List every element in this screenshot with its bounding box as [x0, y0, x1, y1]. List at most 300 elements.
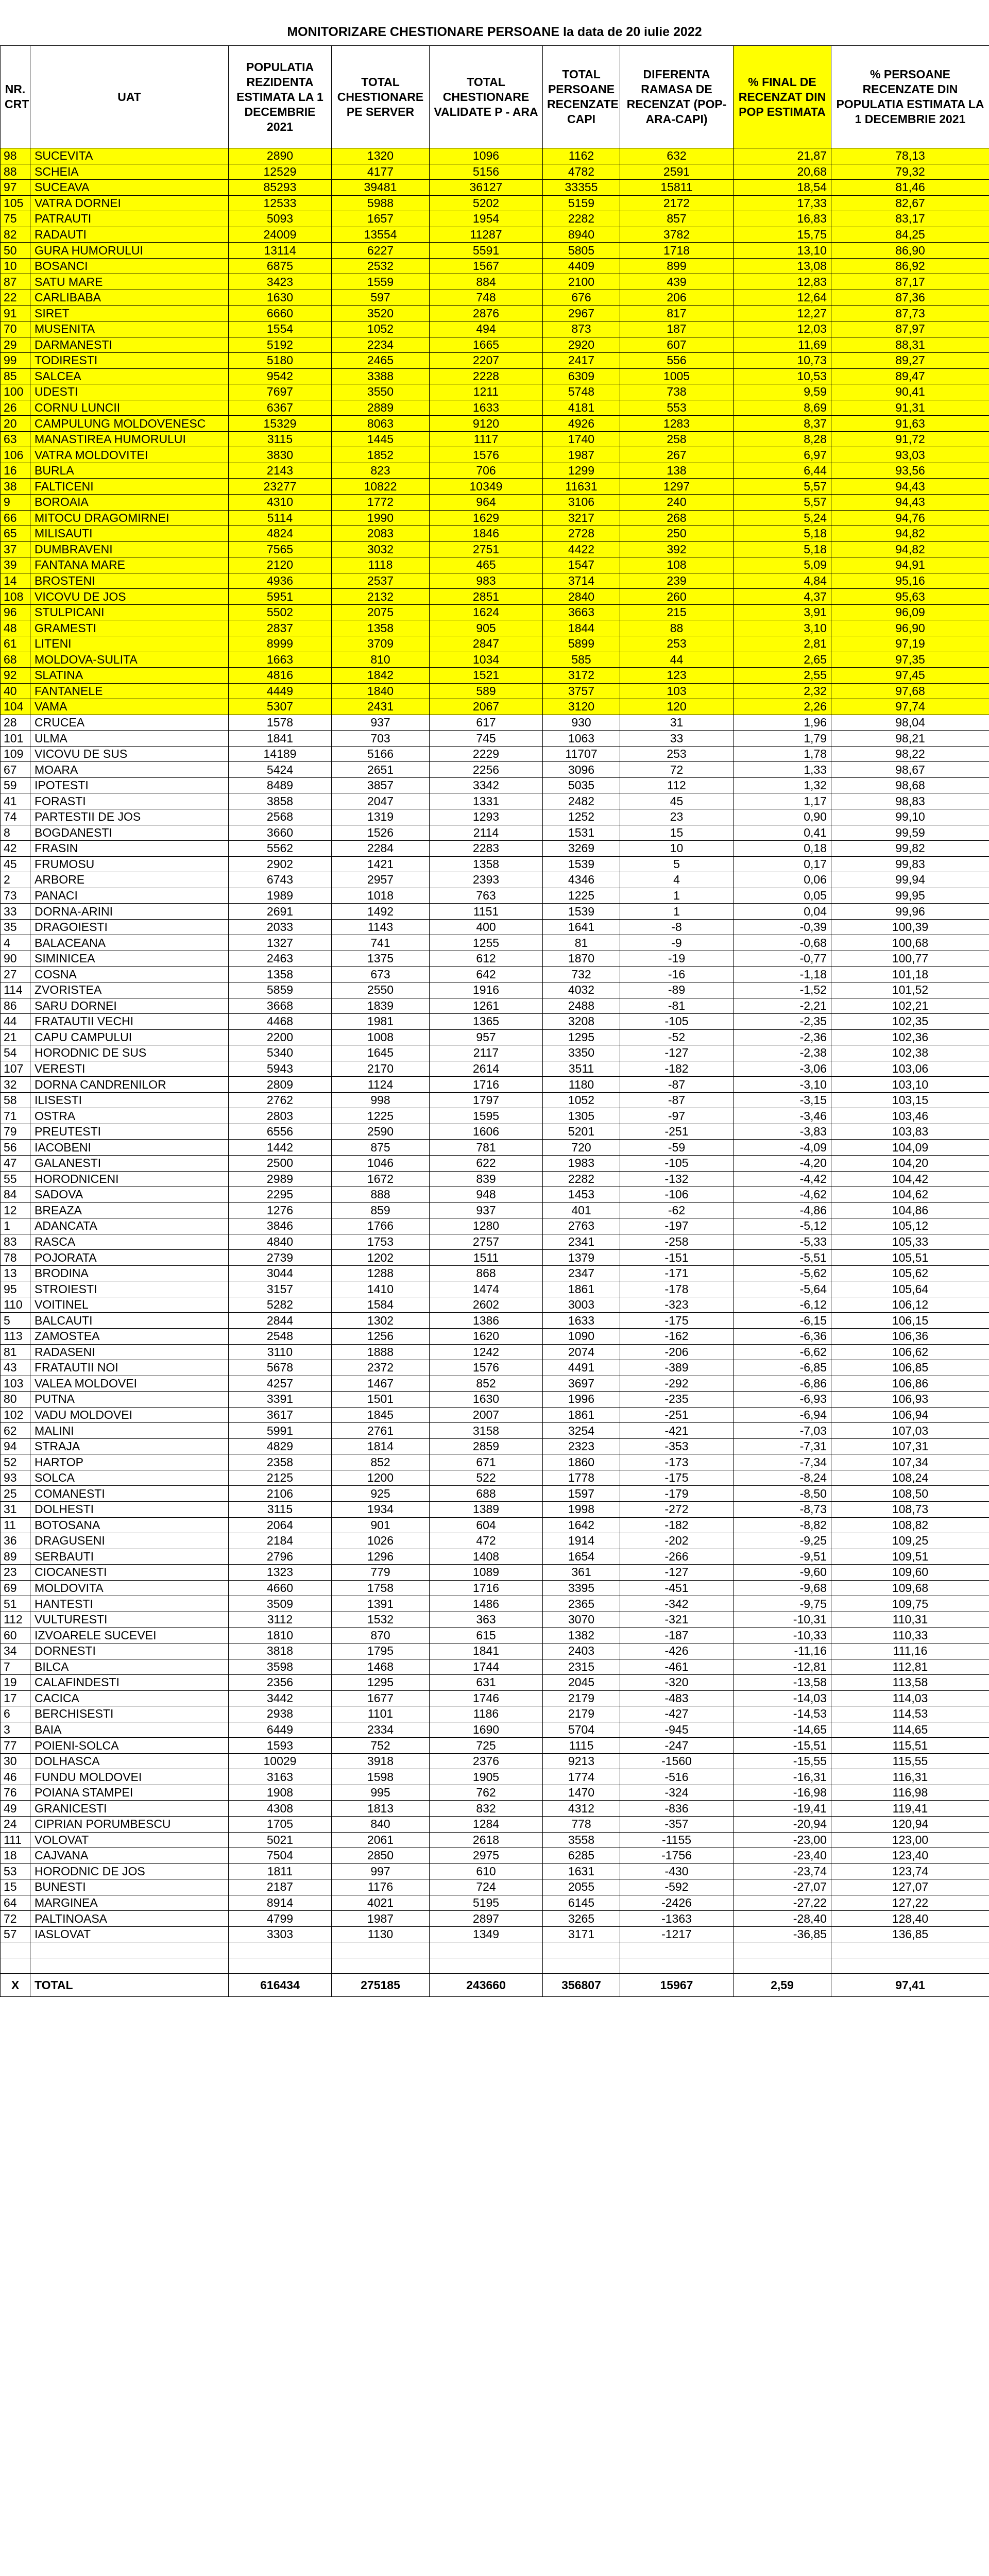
row-validated: 2859: [430, 1438, 543, 1454]
row-nr: 26: [1, 400, 30, 416]
row-server: 1468: [332, 1659, 430, 1675]
row-difference: 44: [620, 652, 734, 668]
row-enumerated-percent: 120,94: [831, 1816, 989, 1832]
row-nr: 98: [1, 148, 30, 164]
row-final-percent: -9,51: [734, 1549, 831, 1565]
row-nr: 73: [1, 888, 30, 904]
row-capi: 1996: [543, 1392, 620, 1408]
row-final-percent: 1,96: [734, 715, 831, 731]
row-validated: 1331: [430, 793, 543, 809]
row-nr: 6: [1, 1706, 30, 1722]
row-uat: BALACEANA: [30, 935, 229, 951]
row-uat: MOLDOVA-SULITA: [30, 652, 229, 668]
row-population: 6875: [229, 258, 332, 274]
row-enumerated-percent: 99,82: [831, 841, 989, 857]
row-difference: -2426: [620, 1895, 734, 1911]
row-capi: 2315: [543, 1659, 620, 1675]
row-validated: 1389: [430, 1502, 543, 1518]
empty-cell: [1, 1958, 30, 1974]
row-server: 1391: [332, 1596, 430, 1612]
row-enumerated-percent: 88,31: [831, 337, 989, 353]
row-nr: 60: [1, 1628, 30, 1643]
row-population: 5192: [229, 337, 332, 353]
row-difference: -1155: [620, 1832, 734, 1848]
row-server: 3388: [332, 368, 430, 384]
row-server: 1852: [332, 447, 430, 463]
row-validated: 852: [430, 1376, 543, 1392]
row-nr: 74: [1, 809, 30, 825]
header-final-percent: % FINAL DE RECENZAT DIN POP ESTIMATA: [734, 46, 831, 148]
row-population: 2568: [229, 809, 332, 825]
row-server: 1445: [332, 431, 430, 447]
row-enumerated-percent: 105,64: [831, 1281, 989, 1297]
table-row: [1, 148, 989, 164]
row-nr: 19: [1, 1675, 30, 1691]
row-final-percent: 0,17: [734, 856, 831, 872]
row-nr: 111: [1, 1832, 30, 1848]
row-validated: 1474: [430, 1281, 543, 1297]
row-uat: BAIA: [30, 1722, 229, 1738]
row-enumerated-percent: 101,52: [831, 982, 989, 998]
row-nr: 49: [1, 1801, 30, 1817]
table-row: [1, 1202, 989, 1218]
row-difference: 123: [620, 668, 734, 684]
row-validated: 1242: [430, 1344, 543, 1360]
row-nr: 54: [1, 1045, 30, 1061]
row-enumerated-percent: 97,35: [831, 652, 989, 668]
row-capi: 1299: [543, 463, 620, 479]
row-final-percent: -15,55: [734, 1753, 831, 1769]
row-final-percent: -3,46: [734, 1108, 831, 1124]
row-population: 3818: [229, 1643, 332, 1659]
row-server: 840: [332, 1816, 430, 1832]
row-population: 3112: [229, 1612, 332, 1628]
table-row: [1, 431, 989, 447]
row-population: 2691: [229, 904, 332, 920]
row-population: 2125: [229, 1470, 332, 1486]
row-final-percent: 1,33: [734, 762, 831, 778]
row-nr: 86: [1, 998, 30, 1014]
row-population: 3660: [229, 825, 332, 841]
row-capi: 2920: [543, 337, 620, 353]
row-capi: 2347: [543, 1265, 620, 1281]
row-enumerated-percent: 109,60: [831, 1565, 989, 1581]
row-uat: BRODINA: [30, 1265, 229, 1281]
row-enumerated-percent: 107,03: [831, 1423, 989, 1439]
row-server: 4021: [332, 1895, 430, 1911]
row-server: 870: [332, 1628, 430, 1643]
row-uat: FRUMOSU: [30, 856, 229, 872]
empty-cell: [543, 1958, 620, 1974]
row-difference: -836: [620, 1801, 734, 1817]
row-capi: 11631: [543, 479, 620, 495]
row-difference: 5: [620, 856, 734, 872]
row-enumerated-percent: 103,06: [831, 1061, 989, 1077]
row-uat: SIMINICEA: [30, 951, 229, 967]
row-enumerated-percent: 104,86: [831, 1202, 989, 1218]
row-final-percent: -5,62: [734, 1265, 831, 1281]
table-row: [1, 1816, 989, 1832]
row-capi: 5035: [543, 777, 620, 793]
row-validated: 1284: [430, 1816, 543, 1832]
row-difference: 1297: [620, 479, 734, 495]
row-enumerated-percent: 89,47: [831, 368, 989, 384]
row-final-percent: -27,22: [734, 1895, 831, 1911]
row-uat: MILISAUTI: [30, 526, 229, 542]
row-final-percent: -4,20: [734, 1156, 831, 1172]
row-validated: 1576: [430, 447, 543, 463]
row-capi: 732: [543, 967, 620, 982]
table-row: [1, 589, 989, 605]
row-population: 2106: [229, 1486, 332, 1502]
table-row: [1, 1329, 989, 1345]
row-difference: -323: [620, 1297, 734, 1313]
row-server: 1467: [332, 1376, 430, 1392]
row-nr: 92: [1, 668, 30, 684]
total-marker: X: [1, 1974, 30, 1997]
row-population: 2938: [229, 1706, 332, 1722]
row-population: 2184: [229, 1533, 332, 1549]
row-nr: 25: [1, 1486, 30, 1502]
row-uat: CIPRIAN PORUMBESCU: [30, 1816, 229, 1832]
row-uat: FANTANELE: [30, 683, 229, 699]
row-validated: 522: [430, 1470, 543, 1486]
empty-cell: [620, 1942, 734, 1958]
row-validated: 36127: [430, 180, 543, 196]
row-difference: -81: [620, 998, 734, 1014]
row-enumerated-percent: 127,22: [831, 1895, 989, 1911]
row-validated: 1954: [430, 211, 543, 227]
row-nr: 11: [1, 1517, 30, 1533]
row-difference: 3782: [620, 227, 734, 243]
row-server: 597: [332, 290, 430, 306]
row-nr: 51: [1, 1596, 30, 1612]
row-final-percent: -5,12: [734, 1218, 831, 1234]
row-final-percent: 2,65: [734, 652, 831, 668]
row-nr: 87: [1, 274, 30, 290]
row-uat: MITOCU DRAGOMIRNEI: [30, 510, 229, 526]
row-uat: OSTRA: [30, 1108, 229, 1124]
row-enumerated-percent: 123,00: [831, 1832, 989, 1848]
row-enumerated-percent: 95,63: [831, 589, 989, 605]
row-validated: 11287: [430, 227, 543, 243]
row-final-percent: -8,82: [734, 1517, 831, 1533]
row-difference: -197: [620, 1218, 734, 1234]
row-difference: 108: [620, 557, 734, 573]
total-final-percent: 2,59: [734, 1974, 831, 1997]
row-server: 1645: [332, 1045, 430, 1061]
row-server: 810: [332, 652, 430, 668]
row-nr: 17: [1, 1690, 30, 1706]
row-uat: COSNA: [30, 967, 229, 982]
row-server: 5166: [332, 746, 430, 762]
row-population: 2803: [229, 1108, 332, 1124]
row-nr: 12: [1, 1202, 30, 1218]
row-difference: 1005: [620, 368, 734, 384]
row-uat: ARBORE: [30, 872, 229, 888]
total-difference: 15967: [620, 1974, 734, 1997]
row-validated: 1746: [430, 1690, 543, 1706]
row-capi: 1382: [543, 1628, 620, 1643]
row-capi: 2282: [543, 211, 620, 227]
header-population: POPULATIA REZIDENTA ESTIMATA LA 1 DECEMBRIE 2021: [229, 46, 332, 148]
row-enumerated-percent: 94,43: [831, 495, 989, 511]
row-population: 1705: [229, 1816, 332, 1832]
row-uat: MANASTIREA HUMORULUI: [30, 431, 229, 447]
row-uat: ILISESTI: [30, 1092, 229, 1108]
row-capi: 3096: [543, 762, 620, 778]
row-server: 1375: [332, 951, 430, 967]
row-enumerated-percent: 106,93: [831, 1392, 989, 1408]
row-final-percent: -9,25: [734, 1533, 831, 1549]
row-uat: MUSENITA: [30, 321, 229, 337]
row-capi: 1539: [543, 904, 620, 920]
row-validated: 1905: [430, 1769, 543, 1785]
row-validated: 2067: [430, 699, 543, 715]
row-enumerated-percent: 78,13: [831, 148, 989, 164]
row-difference: 267: [620, 447, 734, 463]
row-difference: -251: [620, 1124, 734, 1140]
row-nr: 9: [1, 495, 30, 511]
row-final-percent: 12,03: [734, 321, 831, 337]
table-row: [1, 1926, 989, 1942]
row-final-percent: 18,54: [734, 180, 831, 196]
row-uat: BERCHISESTI: [30, 1706, 229, 1722]
row-difference: -1363: [620, 1911, 734, 1927]
row-validated: 631: [430, 1675, 543, 1691]
row-final-percent: -0,77: [734, 951, 831, 967]
row-uat: HARTOP: [30, 1454, 229, 1470]
row-nr: 7: [1, 1659, 30, 1675]
row-capi: 2179: [543, 1690, 620, 1706]
row-nr: 76: [1, 1785, 30, 1801]
row-validated: 983: [430, 573, 543, 589]
row-nr: 66: [1, 510, 30, 526]
row-validated: 1690: [430, 1722, 543, 1738]
row-capi: 4409: [543, 258, 620, 274]
row-capi: 1844: [543, 620, 620, 636]
row-nr: 67: [1, 762, 30, 778]
table-row: [1, 1376, 989, 1392]
row-population: 3391: [229, 1392, 332, 1408]
row-server: 2590: [332, 1124, 430, 1140]
empty-row: [1, 1942, 989, 1958]
row-enumerated-percent: 98,67: [831, 762, 989, 778]
row-difference: -187: [620, 1628, 734, 1643]
empty-cell: [430, 1942, 543, 1958]
row-capi: 4491: [543, 1360, 620, 1376]
table-row: [1, 1344, 989, 1360]
row-uat: BOTOSANA: [30, 1517, 229, 1533]
row-difference: 553: [620, 400, 734, 416]
row-uat: CRUCEA: [30, 715, 229, 731]
row-capi: 1987: [543, 447, 620, 463]
row-nr: 13: [1, 1265, 30, 1281]
row-server: 1256: [332, 1329, 430, 1345]
table-row: [1, 746, 989, 762]
row-nr: 84: [1, 1187, 30, 1203]
row-validated: 832: [430, 1801, 543, 1817]
row-difference: -292: [620, 1376, 734, 1392]
row-enumerated-percent: 86,92: [831, 258, 989, 274]
row-difference: 556: [620, 353, 734, 369]
row-server: 752: [332, 1738, 430, 1754]
row-population: 5424: [229, 762, 332, 778]
row-final-percent: -23,40: [734, 1848, 831, 1864]
row-population: 5951: [229, 589, 332, 605]
table-row: [1, 510, 989, 526]
row-enumerated-percent: 108,73: [831, 1502, 989, 1518]
row-nr: 52: [1, 1454, 30, 1470]
empty-cell: [1, 1942, 30, 1958]
table-row: [1, 274, 989, 290]
row-capi: 1774: [543, 1769, 620, 1785]
table-body: [1, 148, 989, 1997]
empty-cell: [332, 1958, 430, 1974]
row-uat: PREUTESTI: [30, 1124, 229, 1140]
row-uat: MOLDOVITA: [30, 1580, 229, 1596]
row-final-percent: 1,79: [734, 731, 831, 747]
row-capi: 720: [543, 1140, 620, 1156]
row-population: 6660: [229, 306, 332, 321]
row-final-percent: -9,68: [734, 1580, 831, 1596]
row-nr: 82: [1, 227, 30, 243]
row-validated: 1630: [430, 1392, 543, 1408]
row-final-percent: 3,10: [734, 620, 831, 636]
row-validated: 622: [430, 1156, 543, 1172]
row-difference: -272: [620, 1502, 734, 1518]
row-difference: -516: [620, 1769, 734, 1785]
row-validated: 1261: [430, 998, 543, 1014]
row-population: 2033: [229, 919, 332, 935]
row-population: 2762: [229, 1092, 332, 1108]
row-population: 5562: [229, 841, 332, 857]
total-label: TOTAL: [30, 1974, 229, 1997]
row-final-percent: -23,00: [734, 1832, 831, 1848]
row-capi: 3350: [543, 1045, 620, 1061]
row-enumerated-percent: 128,40: [831, 1911, 989, 1927]
row-difference: 268: [620, 510, 734, 526]
row-capi: 1642: [543, 1517, 620, 1533]
row-final-percent: 6,97: [734, 447, 831, 463]
row-capi: 361: [543, 1565, 620, 1581]
row-capi: 1860: [543, 1454, 620, 1470]
row-population: 3423: [229, 274, 332, 290]
row-enumerated-percent: 116,31: [831, 1769, 989, 1785]
row-capi: 5704: [543, 1722, 620, 1738]
row-capi: 1090: [543, 1329, 620, 1345]
row-difference: -202: [620, 1533, 734, 1549]
row-uat: UDESTI: [30, 384, 229, 400]
row-difference: 239: [620, 573, 734, 589]
row-capi: 2055: [543, 1879, 620, 1895]
row-difference: 392: [620, 541, 734, 557]
row-final-percent: 12,27: [734, 306, 831, 321]
row-final-percent: 12,64: [734, 290, 831, 306]
row-enumerated-percent: 106,94: [831, 1407, 989, 1423]
row-enumerated-percent: 93,56: [831, 463, 989, 479]
row-nr: 53: [1, 1863, 30, 1879]
row-server: 1288: [332, 1265, 430, 1281]
row-server: 2083: [332, 526, 430, 542]
row-validated: 400: [430, 919, 543, 935]
row-difference: 258: [620, 431, 734, 447]
row-difference: 103: [620, 683, 734, 699]
row-server: 2075: [332, 604, 430, 620]
row-population: 2463: [229, 951, 332, 967]
table-row: [1, 1785, 989, 1801]
table-row: [1, 243, 989, 259]
row-validated: 610: [430, 1863, 543, 1879]
row-enumerated-percent: 115,55: [831, 1753, 989, 1769]
table-row: [1, 1706, 989, 1722]
table-row: [1, 1265, 989, 1281]
table-row: [1, 1911, 989, 1927]
table-row: [1, 306, 989, 321]
row-nr: 14: [1, 573, 30, 589]
row-nr: 64: [1, 1895, 30, 1911]
row-enumerated-percent: 98,68: [831, 777, 989, 793]
row-population: 1554: [229, 321, 332, 337]
row-final-percent: 0,05: [734, 888, 831, 904]
row-enumerated-percent: 99,95: [831, 888, 989, 904]
row-final-percent: 5,18: [734, 526, 831, 542]
row-server: 2651: [332, 762, 430, 778]
row-difference: -427: [620, 1706, 734, 1722]
table-row: [1, 1092, 989, 1108]
row-server: 1202: [332, 1250, 430, 1266]
row-server: 6227: [332, 243, 430, 259]
row-population: 2500: [229, 1156, 332, 1172]
row-population: 5943: [229, 1061, 332, 1077]
row-enumerated-percent: 106,85: [831, 1360, 989, 1376]
row-difference: -357: [620, 1816, 734, 1832]
row-difference: -52: [620, 1029, 734, 1045]
row-population: 4468: [229, 1014, 332, 1030]
row-enumerated-percent: 99,10: [831, 809, 989, 825]
row-capi: 873: [543, 321, 620, 337]
row-validated: 948: [430, 1187, 543, 1203]
table-row: [1, 1769, 989, 1785]
row-final-percent: 9,59: [734, 384, 831, 400]
table-row: [1, 1533, 989, 1549]
table-row: [1, 668, 989, 684]
row-capi: 2365: [543, 1596, 620, 1612]
total-validated: 243660: [430, 1974, 543, 1997]
row-server: 1845: [332, 1407, 430, 1423]
row-uat: VATRA DORNEI: [30, 195, 229, 211]
row-enumerated-percent: 100,68: [831, 935, 989, 951]
row-capi: 4181: [543, 400, 620, 416]
row-server: 5988: [332, 195, 430, 211]
row-capi: 1983: [543, 1156, 620, 1172]
row-capi: 2341: [543, 1234, 620, 1250]
row-validated: 5156: [430, 164, 543, 180]
row-uat: VICOVU DE JOS: [30, 589, 229, 605]
row-difference: 899: [620, 258, 734, 274]
row-capi: 3070: [543, 1612, 620, 1628]
row-uat: CORNU LUNCII: [30, 400, 229, 416]
empty-cell: [229, 1958, 332, 1974]
row-validated: 1186: [430, 1706, 543, 1722]
row-uat: CACICA: [30, 1690, 229, 1706]
empty-cell: [332, 1942, 430, 1958]
row-capi: 3208: [543, 1014, 620, 1030]
row-capi: 5748: [543, 384, 620, 400]
header-uat: UAT: [30, 46, 229, 148]
row-nr: 81: [1, 1344, 30, 1360]
row-final-percent: 10,73: [734, 353, 831, 369]
